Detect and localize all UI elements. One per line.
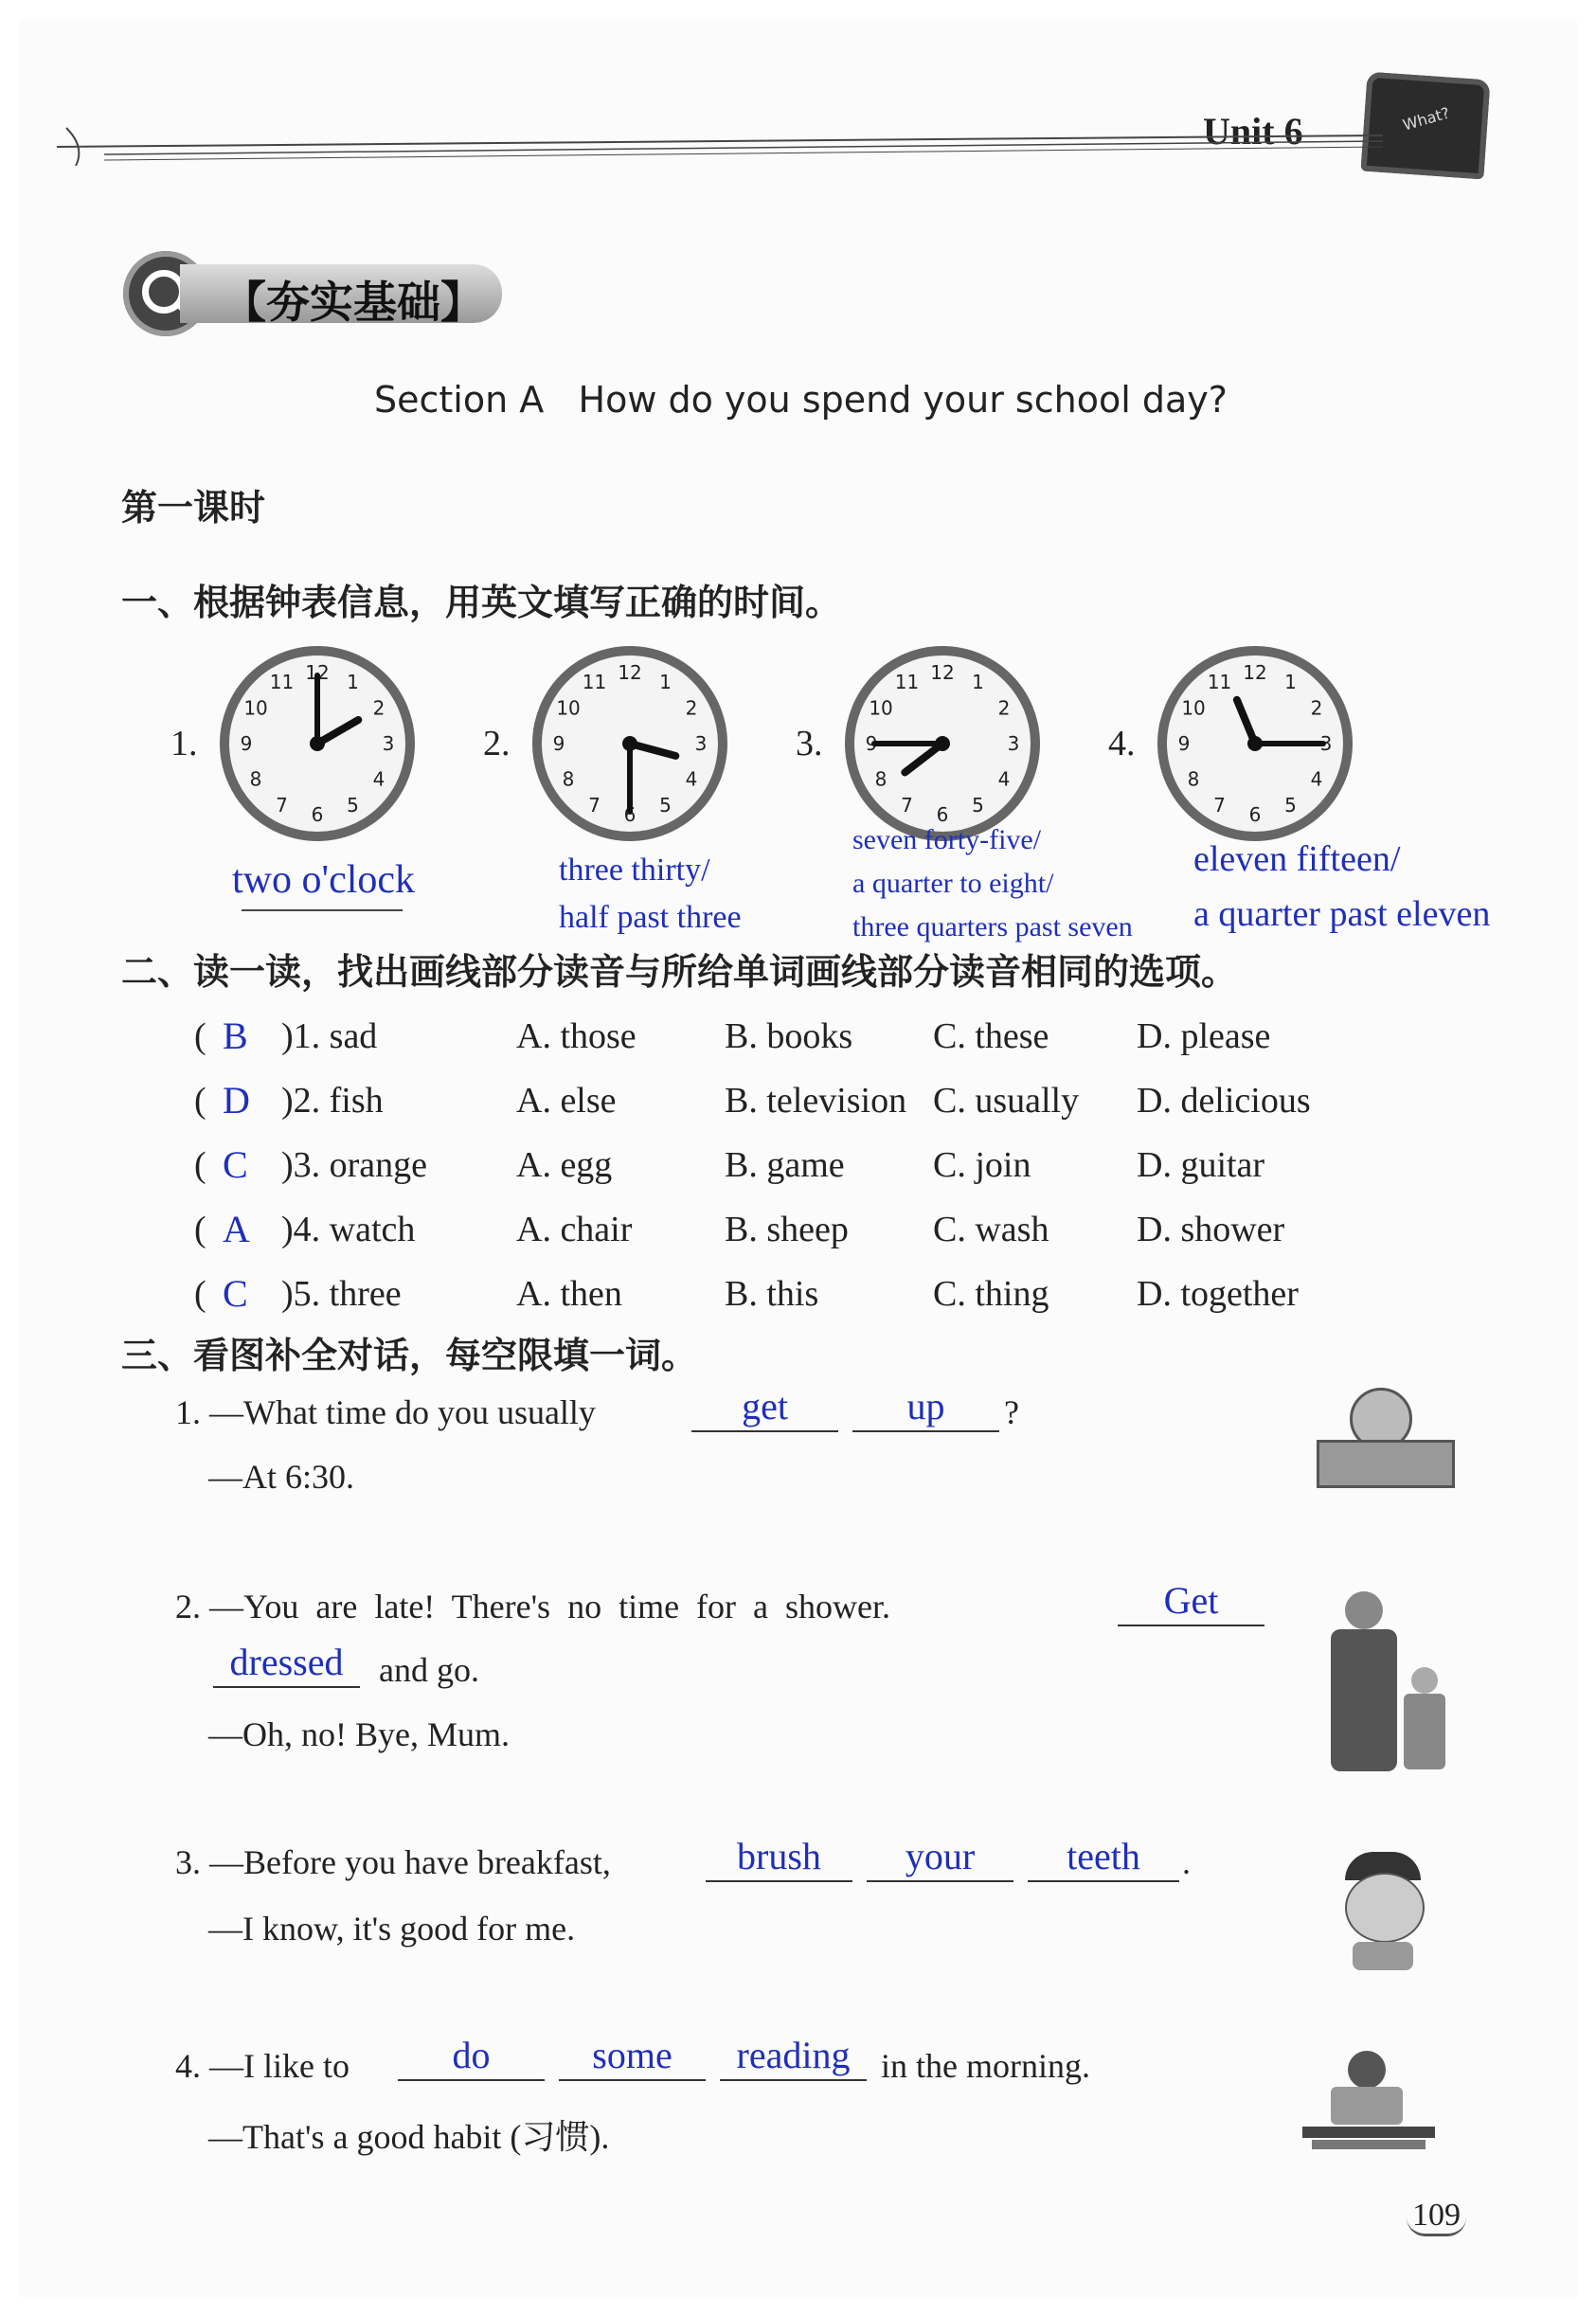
q1-reply: —At 6:30. (208, 1458, 355, 1496)
clock-answer: half past three (559, 900, 742, 935)
clock-numeral: 5 (972, 793, 984, 817)
q4-blank-3[interactable]: reading (720, 2032, 867, 2081)
clock-numeral: 7 (901, 793, 913, 817)
clock-numeral: 1 (1284, 671, 1297, 694)
clock-numeral: 2 (1310, 696, 1323, 720)
clock-numeral: 11 (269, 671, 295, 694)
clock-numeral: 5 (659, 793, 672, 817)
option-a: A. then (516, 1274, 622, 1314)
clock-numeral: 12 (618, 661, 642, 684)
answer-paren-open: ( (194, 1274, 206, 1314)
clock-numeral: 3 (382, 732, 395, 755)
clock-numeral: 4 (372, 767, 386, 791)
q2-prompt: 2. —You are late! There's no time for a shower. (175, 1588, 890, 1625)
q4-reply: —That's a good habit (习惯). (208, 2118, 610, 2156)
q3-blank-1[interactable]: brush (706, 1833, 852, 1882)
clock-answer: three quarters past seven (852, 911, 1133, 943)
option-d: D. delicious (1137, 1081, 1311, 1121)
clock-numeral: 4 (997, 767, 1011, 791)
clock-numeral: 4 (685, 767, 698, 791)
clock-number-label: 4. (1108, 724, 1136, 763)
clock-numeral: 1 (659, 671, 672, 694)
answer-letter: C (223, 1272, 248, 1315)
clock-numeral: 9 (1177, 732, 1191, 755)
clock-numeral: 11 (582, 671, 607, 694)
mother-child-illustration (1317, 1591, 1459, 1781)
clock-numeral: 6 (623, 803, 637, 826)
lesson-label: 第一课时 (121, 487, 266, 529)
q4-prompt: 4. —I like to (175, 2047, 350, 2085)
answer-letter: A (223, 1208, 250, 1250)
q2-blank-1[interactable]: Get (1118, 1577, 1264, 1626)
clock-numeral: 10 (869, 696, 893, 720)
option-c: C. thing (933, 1274, 1049, 1314)
q2-blank-2[interactable]: dressed (213, 1639, 360, 1688)
clock-numeral: 2 (372, 696, 386, 720)
workbook-page (19, 19, 1577, 2297)
chalkboard-text: What? (1400, 103, 1452, 135)
clock-numeral: 8 (249, 767, 262, 791)
clock-numeral: 6 (1248, 803, 1262, 826)
option-d: D. please (1137, 1016, 1271, 1056)
part2-heading: 二、读一读，找出画线部分读音与所给单词画线部分读音相同的选项。 (121, 951, 1238, 993)
clock-numeral: 9 (552, 732, 565, 755)
clock-numeral: 7 (276, 793, 288, 817)
answer-paren-open: ( (194, 1210, 206, 1249)
option-d: D. shower (1137, 1210, 1285, 1249)
banner-title: 【夯实基础】 (223, 277, 484, 328)
wakeup-kid-illustration (1317, 1383, 1449, 1487)
part3-heading: 三、看图补全对话，每空限填一词。 (121, 1335, 698, 1376)
option-d: D. guitar (1137, 1145, 1265, 1185)
target-word: )5. three (281, 1274, 402, 1314)
clock-answer: a quarter past eleven (1193, 894, 1491, 934)
clock-numeral: 9 (240, 732, 253, 755)
q3-prompt: 3. —Before you have breakfast, (175, 1843, 611, 1881)
clock-face (526, 639, 734, 848)
clock-numeral: 9 (865, 732, 878, 755)
q4-blank-2[interactable]: some (559, 2032, 706, 2081)
answer-paren-open: ( (194, 1081, 206, 1121)
clock-numeral: 8 (1187, 767, 1200, 791)
clock-answer: a quarter to eight/ (852, 868, 1054, 899)
option-a: A. else (516, 1081, 617, 1121)
clock-numeral: 8 (874, 767, 888, 791)
clock-face (838, 639, 1047, 848)
clock-answer: seven forty-five/ (852, 824, 1042, 855)
answer-letter: C (223, 1143, 248, 1186)
target-word: )2. fish (281, 1081, 384, 1121)
brushing-kid-illustration (1336, 1852, 1440, 1975)
answer-letter: B (223, 1014, 248, 1057)
banner (123, 251, 511, 336)
option-c: C. these (933, 1016, 1049, 1056)
q4-blank-1[interactable]: do (398, 2032, 545, 2081)
q2-reply: —Oh, no! Bye, Mum. (208, 1715, 510, 1753)
clock-numeral: 5 (347, 793, 359, 817)
clock-number-label: 2. (483, 724, 511, 763)
clock-numeral: 3 (694, 732, 708, 755)
answer-paren-open: ( (194, 1016, 206, 1056)
clock-numeral: 2 (997, 696, 1011, 720)
clock-numeral: 7 (588, 793, 601, 817)
clock-numeral: 5 (1284, 793, 1297, 817)
q1-prompt: 1. —What time do you usually (175, 1393, 596, 1431)
clock-number-label: 3. (796, 724, 823, 763)
clock-numeral: 4 (1310, 767, 1323, 791)
header-rule (47, 99, 1392, 166)
clock-numeral: 6 (311, 803, 324, 826)
target-word: )1. sad (281, 1016, 378, 1056)
option-a: A. egg (516, 1145, 613, 1185)
q3-end: . (1182, 1843, 1191, 1881)
clock-answer: eleven fifteen/ (1193, 839, 1401, 879)
clock-face (1151, 639, 1359, 848)
clock-numeral: 11 (894, 671, 920, 694)
clock-number-label: 1. (170, 724, 198, 763)
option-c: C. wash (933, 1210, 1049, 1249)
clock-numeral: 2 (685, 696, 698, 720)
q3-blank-2[interactable]: your (867, 1833, 1013, 1882)
target-word: )4. watch (281, 1210, 416, 1249)
clock-numeral: 10 (1181, 696, 1206, 720)
option-c: C. join (933, 1145, 1031, 1185)
clock-numeral: 1 (347, 671, 359, 694)
clock-numeral: 10 (243, 696, 268, 720)
option-b: B. game (725, 1145, 845, 1185)
q3-reply: —I know, it's good for me. (208, 1910, 576, 1948)
q3-blank-3[interactable]: teeth (1028, 1833, 1179, 1882)
q1-blank-1[interactable]: get (691, 1383, 838, 1432)
q1-blank-2[interactable]: up (852, 1383, 999, 1432)
option-a: A. those (516, 1016, 637, 1056)
reading-girl-illustration (1302, 2051, 1435, 2155)
option-d: D. together (1137, 1274, 1299, 1314)
q2-after: and go. (379, 1651, 479, 1689)
unit-label: Unit 6 (1203, 110, 1303, 153)
clock-numeral: 10 (556, 696, 581, 720)
option-c: C. usually (933, 1081, 1080, 1121)
target-word: )3. orange (281, 1145, 428, 1185)
answer-paren-open: ( (194, 1145, 206, 1185)
part1-heading: 一、根据钟表信息，用英文填写正确的时间。 (121, 582, 842, 623)
section-title: Section A How do you spend your school day? (374, 379, 1228, 421)
option-b: B. this (725, 1274, 819, 1314)
clock-numeral: 12 (930, 661, 955, 684)
clock-numeral: 12 (1243, 661, 1267, 684)
clock-numeral: 3 (1007, 732, 1020, 755)
clock-numeral: 11 (1207, 671, 1232, 694)
answer-letter: D (223, 1079, 250, 1122)
clock-answer-line (242, 909, 403, 911)
q4-after: in the morning. (881, 2047, 1090, 2085)
clock-numeral: 8 (562, 767, 575, 791)
clock-answer: two o'clock (232, 858, 416, 902)
clock-numeral: 12 (305, 661, 330, 684)
option-b: B. television (725, 1081, 907, 1121)
clock-answer: three thirty/ (559, 853, 710, 888)
clock-numeral: 6 (936, 803, 949, 826)
clock-face (213, 639, 421, 848)
option-b: B. books (725, 1016, 853, 1056)
option-b: B. sheep (725, 1210, 849, 1249)
clock-numeral: 3 (1319, 732, 1333, 755)
clock-numeral: 1 (972, 671, 984, 694)
page-number: 109 (1407, 2198, 1466, 2236)
q1-end: ? (1004, 1393, 1019, 1431)
clock-numeral: 7 (1213, 793, 1226, 817)
option-a: A. chair (516, 1210, 633, 1249)
